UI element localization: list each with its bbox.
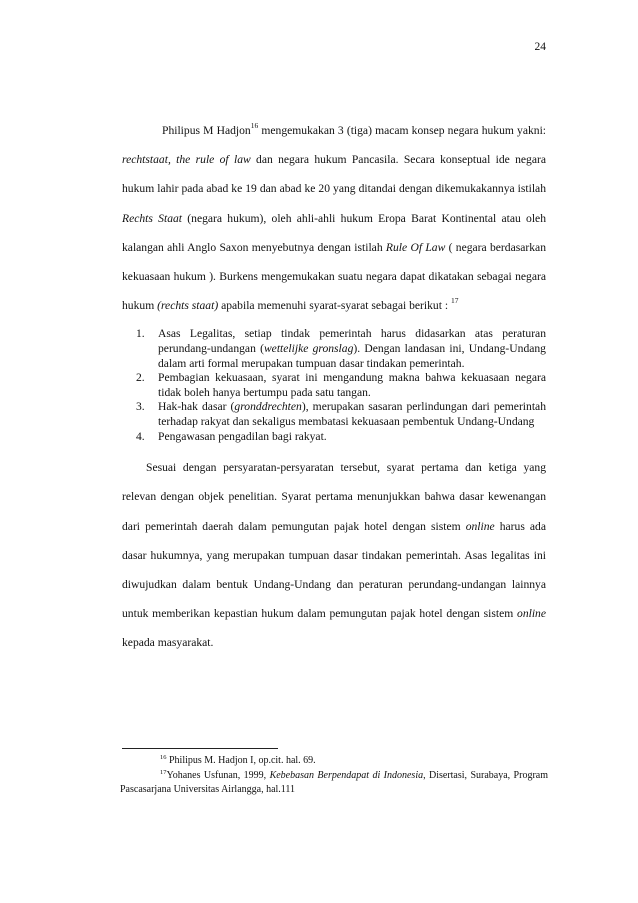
- text-span: Sesuai dengan persyaratan-persyaratan tersebut, syarat pertama dan ketiga yang relevan dengan objek penelitian. Syarat pertama menunjukkan bahwa dasar kewenangan dari pemerintah daerah dalam pemungutan pajak hotel dengan sistem: [122, 461, 546, 533]
- italic-term: rechtstaat, the rule of law: [122, 153, 251, 167]
- list-item: [122, 371, 546, 400]
- footnote-16: [120, 754, 548, 769]
- footnote-text: Yohanes Usfunan, 1999,: [166, 769, 270, 781]
- main-text: [122, 116, 546, 658]
- text-span: harus ada dasar hukumnya, yang merupakan tumpuan dasar tindakan pemerintah. Asas legalitas ini diwujudkan dalam bentuk Undang-Undang dan peraturan perundang-undangan lainnya untuk memberikan kepastian hukum dalam pemungutan pajak hotel dengan sistem: [122, 519, 546, 621]
- list-number: 3.: [136, 400, 145, 414]
- page-number: 24: [534, 41, 546, 53]
- footnote-17: [120, 769, 548, 798]
- text-span: Pembagian kekuasaan, syarat ini mengandung makna bahwa kekuasaan negara tidak boleh hanya bertumpu pada satu tangan.: [158, 371, 546, 399]
- paragraph-2: [122, 453, 546, 657]
- text-span: dan negara hukum Pancasila. Secara konseptual ide negara hukum lahir pada abad ke 19 dan abad ke 20 yang ditandai dengan dikemukakannya istilah: [122, 153, 546, 196]
- list-number: 2.: [136, 371, 145, 385]
- italic-term: Rechts Staat: [122, 211, 183, 225]
- footnote-mark: 17: [160, 768, 167, 776]
- text-span: (negara hukum), oleh ahli-ahli hukum Eropa Barat Kontinental atau oleh kalangan ahli Anglo Saxon menyebutnya dengan istilah: [122, 211, 547, 254]
- footnotes: [120, 754, 548, 798]
- italic-term: gronddrechten: [234, 400, 302, 414]
- list-number: 1.: [136, 327, 145, 341]
- text-span: apabila memenuhi syarat-syarat sebagai berikut :: [218, 299, 451, 313]
- paragraph-1: [122, 116, 546, 320]
- footnote-ref-17: 17: [450, 296, 459, 306]
- footnote-ref-16: 16: [250, 121, 259, 130]
- footnote-divider: [122, 748, 278, 749]
- italic-term: online: [465, 519, 495, 533]
- list-number: 4.: [136, 429, 145, 443]
- list-item: [122, 327, 546, 371]
- footnote-mark: 16: [160, 754, 167, 761]
- italic-term: wettelijke gronslag: [263, 342, 354, 356]
- text-span: ). Dengan landasan ini, Undang-Undang dalam arti formal merupakan tumpuan dasar tindakan pemerintah.: [158, 342, 546, 370]
- italic-term: (rechts staat): [157, 299, 219, 313]
- text-span: Pengawasan pengadilan bagi rakyat.: [158, 429, 327, 443]
- footnote-text: Philipus M. Hadjon I, op.cit. hal. 69.: [166, 755, 316, 766]
- text-span: kepada masyarakat.: [122, 636, 214, 650]
- list-item: [122, 400, 546, 429]
- italic-term: Kebebasan Berpendapat di Indonesia: [269, 769, 424, 781]
- italic-term: online: [517, 607, 546, 621]
- text-span: mengemukakan 3 (tiga) macam konsep negara hukum yakni:: [258, 124, 547, 137]
- text-span: ), merupakan sasaran perlindungan dari pemerintah terhadap rakyat dan sekaligus membatasi kekuasaan pembentuk Undang-Undang: [158, 400, 546, 428]
- italic-term: Rule Of Law: [385, 240, 446, 254]
- text-span: Hak-hak dasar (: [158, 400, 235, 414]
- text-span: ( negara berdasarkan kekuasaan hukum ). Burkens mengemukakan suatu negara dapat dikatakan sebagai negara hukum: [122, 240, 546, 313]
- text-span: Asas Legalitas, setiap tindak pemerintah harus didasarkan atas peraturan perundang-undangan (: [158, 327, 546, 356]
- requirements-list: [122, 327, 546, 444]
- footnote-text: , Disertasi, Surabaya, Program Pascasarjana Universitas Airlangga, hal.111: [120, 769, 548, 796]
- list-item: [122, 430, 546, 445]
- text-span: Philipus M Hadjon: [162, 124, 251, 137]
